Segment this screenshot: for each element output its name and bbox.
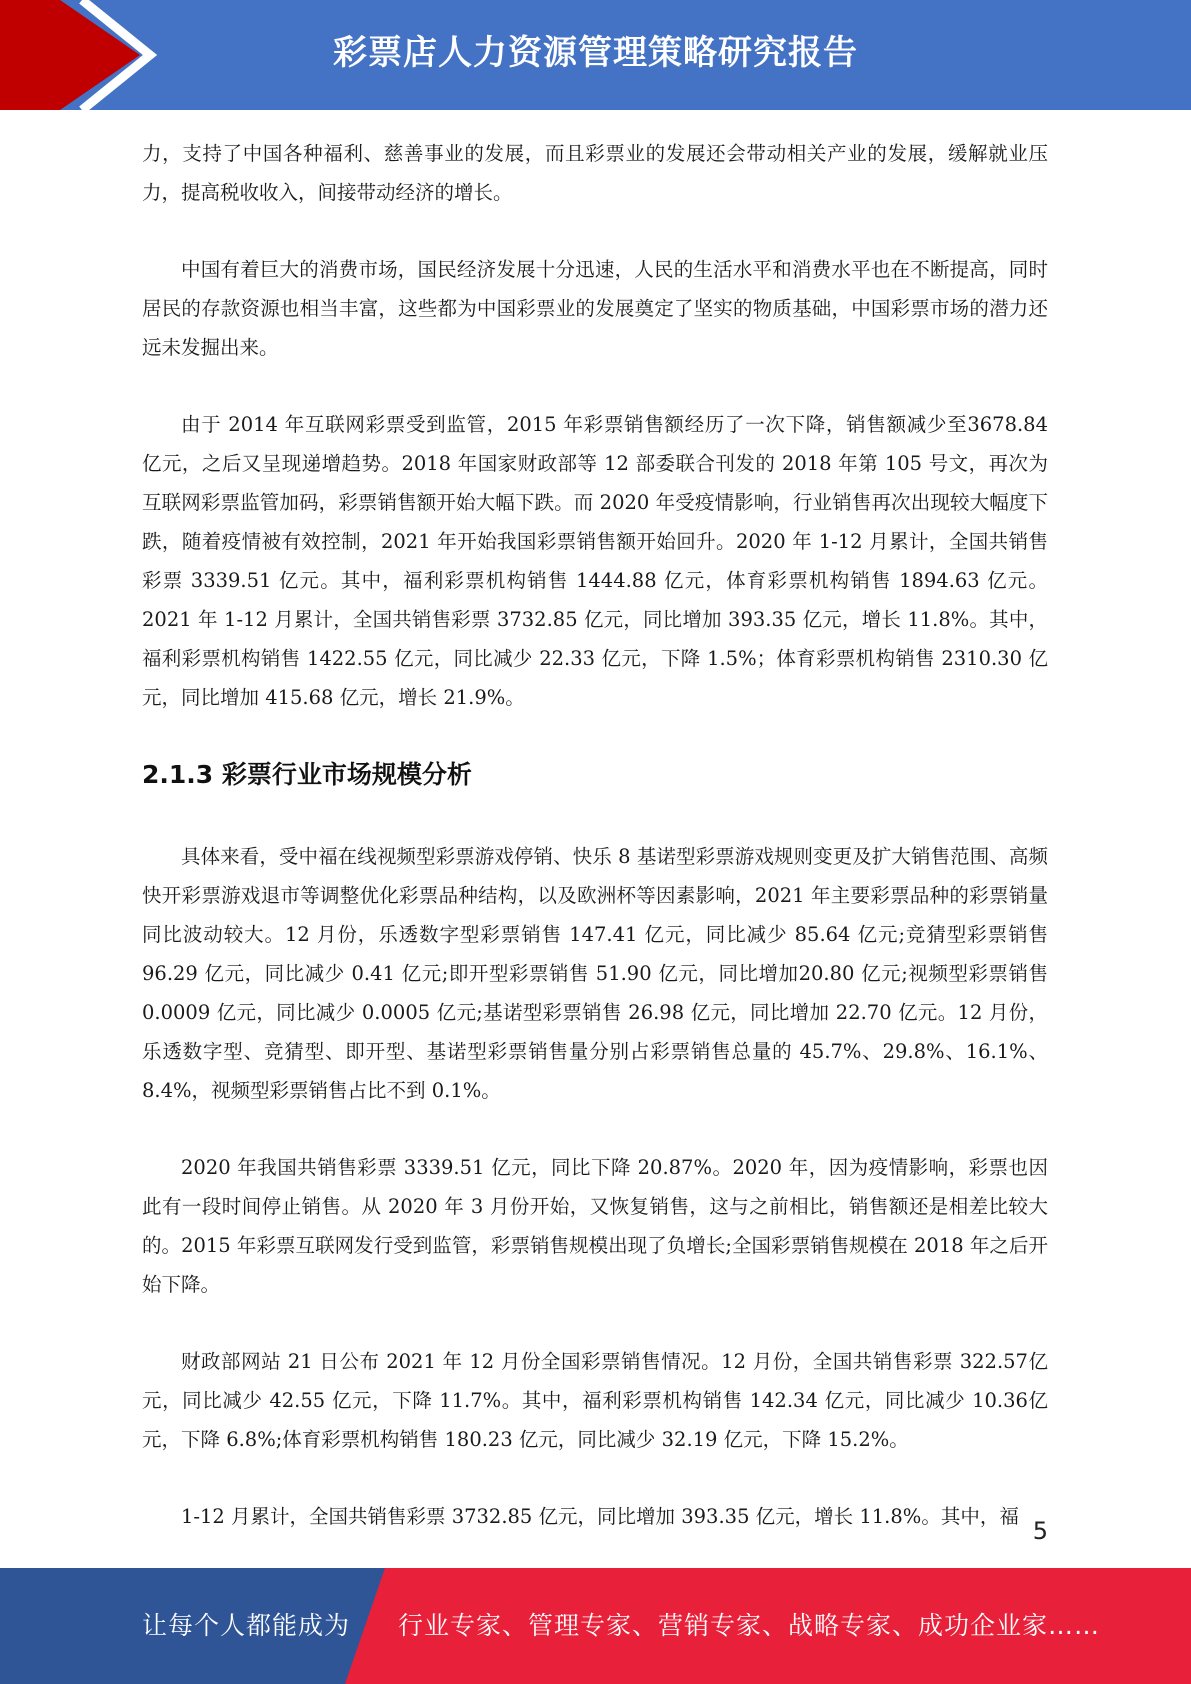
header-title: 彩票店人力资源管理策略研究报告	[333, 33, 858, 73]
paragraph: 1-12 月累计，全国共销售彩票 3732.85 亿元，同比增加 393.35 亿元，增长 11.8%。其中，福	[181, 1505, 1019, 1528]
paragraph: 具体来看，受中福在线视频型彩票游戏停销、快乐 8 基诺型彩票游戏规则变更及扩大销售范围、高频快开彩票游戏退市等调整优化彩票品种结构，以及欧洲杯等因素影响，2021 年主要彩票品种的彩票销量同比波动较大。12 月份，乐透数字型彩票销售 147.41 亿元，同比减少 85.64 亿元;竞猜型彩票销售 96.29 亿元，同比减少 0.41 亿元;即开型彩票销售 51.90 亿元，同比增加20.80 亿元;视频型彩票销售 0.0009 亿元，同比减少 0.0005 亿元;基诺型彩票销售 26.98 亿元，同比增加 22.70 亿元。12 月份，乐透数字型、竞猜型、即开型、基诺型彩票销售量分别占彩票销售总量的 45.7%、29.8%、16.1%、8.4%，视频型彩票销售占比不到 0.1%。	[142, 845, 1048, 1102]
page-header	[0, 0, 1191, 110]
footer-slogan-right: 行业专家、管理专家、营销专家、战略专家、成功企业家……	[398, 1611, 1101, 1640]
page-number: 5	[1032, 1517, 1048, 1545]
header-red-arrow	[0, 0, 140, 110]
section-heading: 2.1.3 彩票行业市场规模分析	[142, 760, 472, 789]
paragraph: 由于 2014 年互联网彩票受到监管，2015 年彩票销售额经历了一次下降，销售额减少至3678.84 亿元，之后又呈现递增趋势。2018 年国家财政部等 12 部委联合刊发的 2018 年第 105 号文，再次为互联网彩票监管加码，彩票销售额开始大幅下跌。而 2020 年受疫情影响，行业销售再次出现较大幅度下跌，随着疫情被有效控制，2021 年开始我国彩票销售额开始回升。2020 年 1-12 月累计，全国共销售彩票 3339.51 亿元。其中，福利彩票机构销售 1444.88 亿元，体育彩票机构销售 1894.63 亿元。2021 年 1-12 月累计，全国共销售彩票 3732.85 亿元，同比增加 393.35 亿元，增长 11.8%。其中，福利彩票机构销售 1422.55 亿元，同比减少 22.33 亿元，下降 1.5%；体育彩票机构销售 2310.30 亿元，同比增加 415.68 亿元，增长 21.9%。	[142, 413, 1048, 709]
paragraph: 力，支持了中国各种福利、慈善事业的发展，而且彩票业的发展还会带动相关产业的发展，缓解就业压力，提高税收收入，间接带动经济的增长。	[142, 142, 1048, 204]
paragraph: 中国有着巨大的消费市场，国民经济发展十分迅速，人民的生活水平和消费水平也在不断提高，同时居民的存款资源也相当丰富，这些都为中国彩票业的发展奠定了坚实的物质基础，中国彩票市场的潜力还远未发掘出来。	[142, 258, 1048, 359]
footer-slogan-left: 让每个人都能成为	[142, 1611, 351, 1640]
page-footer	[0, 1568, 1191, 1684]
paragraph: 财政部网站 21 日公布 2021 年 12 月份全国彩票销售情况。12 月份，全国共销售彩票 322.57亿元，同比减少 42.55 亿元，下降 11.7%。其中，福利彩票机构销售 142.34 亿元，同比减少 10.36亿元，下降 6.8%;体育彩票机构销售 180.23 亿元，同比减少 32.19 亿元，下降 15.2%。	[142, 1350, 1048, 1451]
paragraph: 2020 年我国共销售彩票 3339.51 亿元，同比下降 20.87%。2020 年，因为疫情影响，彩票也因此有一段时间停止销售。从 2020 年 3 月份开始，又恢复销售，这与之前相比，销售额还是相差比较大的。2015 年彩票互联网发行受到监管，彩票销售规模出现了负增长;全国彩票销售规模在 2018 年之后开始下降。	[142, 1156, 1048, 1296]
document-body	[142, 134, 1048, 1574]
